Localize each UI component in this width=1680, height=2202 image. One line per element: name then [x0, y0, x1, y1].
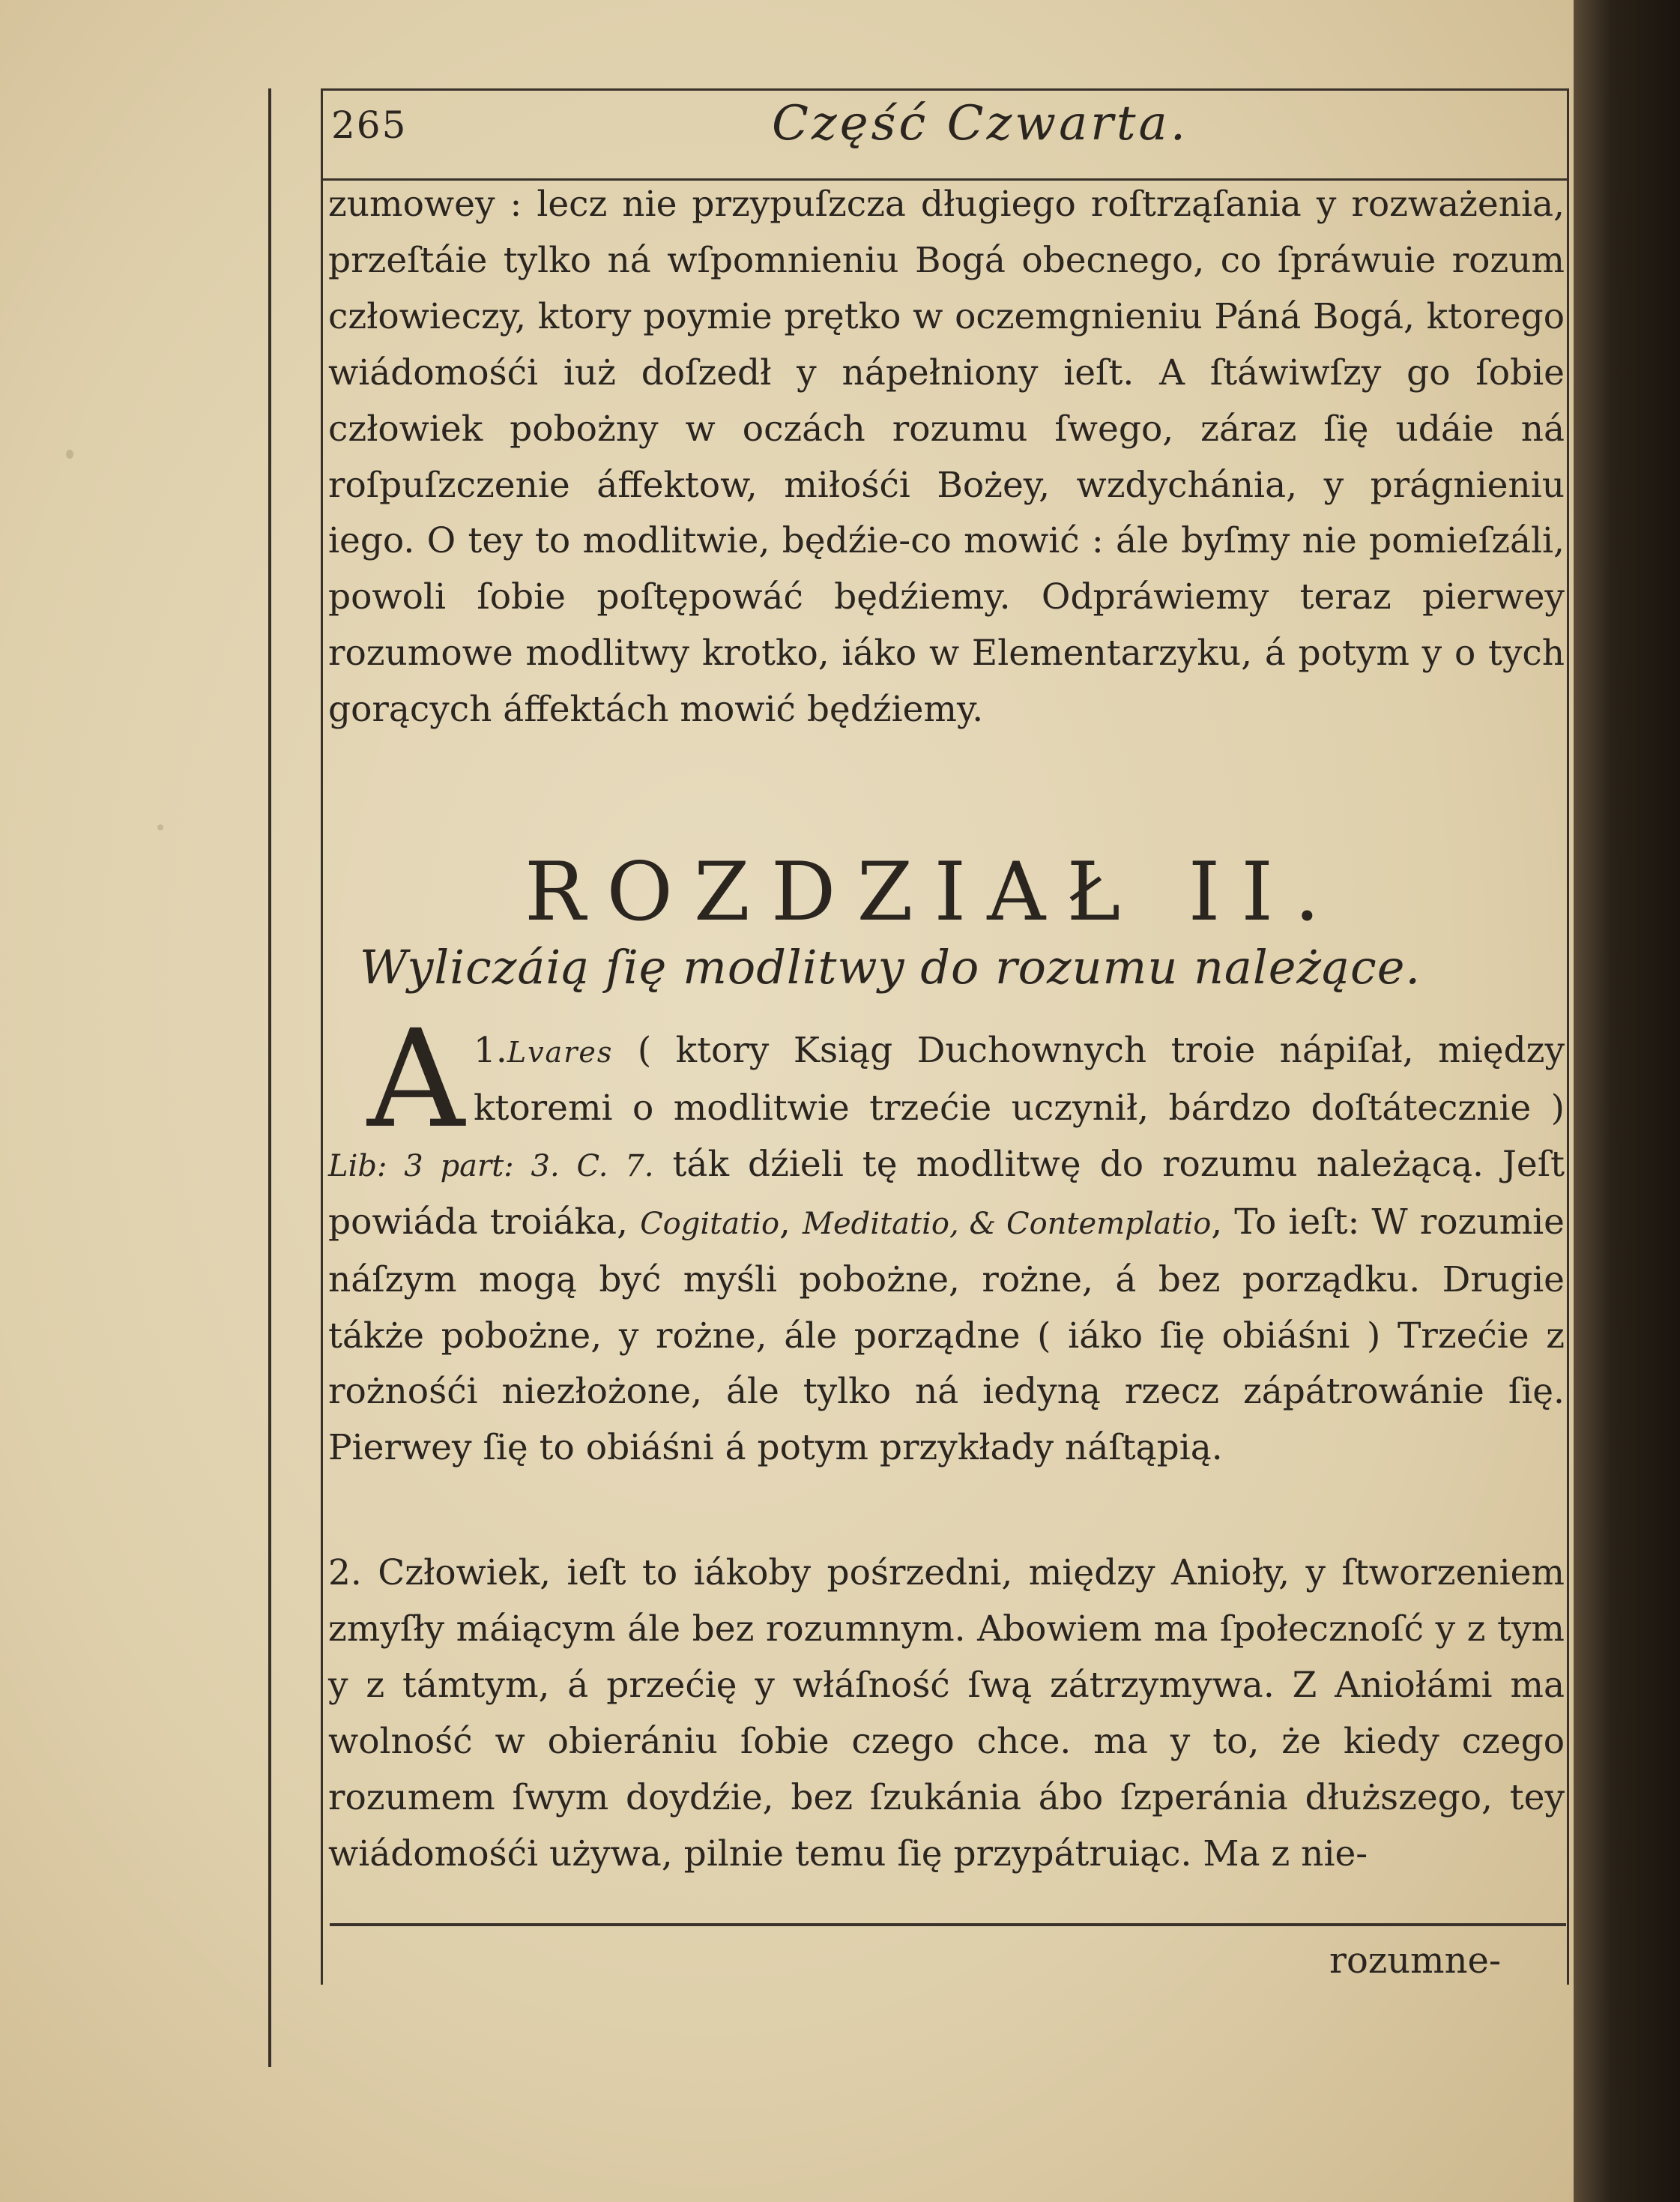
paragraph-text: ták dźieli tę modlitwę do rozumu należącą. Jeſt powiáda troiáka,: [328, 1143, 1565, 1243]
paragraph-number: 1.: [474, 1030, 507, 1071]
catchword: rozumne-: [1329, 1940, 1502, 1982]
paragraph-text: , To ieſt: W rozumie náſzym mogą być myśli pobożne, rożne, á bez porządku. Drugie tákże pobożne, y rożne, ále porządne ( iáko ſię obiáśni ) Trzećie z rożnośći niezłożone, ále tylko ná iedyną rzecz zápátrowánie ſię. Pierwey ſię to obiáśni á potym przykłady náſtąpią.: [328, 1201, 1565, 1469]
bottom-rule: [330, 1923, 1566, 1926]
chapter-subtitle: Wyliczáią ſię modlitwy do rozumu należące.: [360, 940, 1421, 995]
binding-gutter: [1574, 0, 1680, 2202]
citation-lib: Lib: 3: [328, 1148, 423, 1183]
chapter-heading: ROZDZIAŁ II.: [525, 845, 1341, 939]
separator: , &: [949, 1206, 1006, 1241]
body-paragraph: zumowey : lecz nie przypuſzcza długiego roſtrząſania y rozważenia, przeſtáie tylko ná wſpomnieniu Bogá obecnego, co ſpráwuie rozum człowieczy, ktory poymie prętko w oczemgnieniu Páná Bogá, ktorego wiádomośći iuż doſzedł y nápełniony ieſt. A ſtáwiwſzy go ſobie człowiek pobożny w oczách rozumu ſwego, záraz ſię udáie ná roſpuſzczenie áffektow, miłośći Bożey, wzdychánia, y prágnieniu iego. O tey to modlitwie, będźie-co mowić : ále byſmy nie pomieſzáli, powoli ſobie poſtępowáć będźiemy. Odpráwiemy teraz pierwey rozumowe modlitwy krotko, iáko w Elementarzyku, á potym y o tych gorących áffektách mowić będźiemy.: [328, 184, 1565, 731]
latin-term: Contemplatio: [1006, 1206, 1212, 1241]
author-name: Lvares: [507, 1036, 614, 1069]
citation-part: part: 3. C. 7.: [423, 1148, 654, 1183]
latin-term: Meditatio: [803, 1206, 949, 1241]
ink-spot: [66, 450, 73, 459]
running-title: Część Czwarta.: [772, 96, 1189, 151]
body-paragraph-numbered: [328, 1001, 1565, 1540]
ink-spot: [157, 824, 163, 830]
paragraph-text: ( ktory Ksiąg Duchownych troie nápiſał, między ktoremi o modlitwie trzećie uczynił, bárdzo doſtátecznie ): [474, 1030, 1565, 1129]
body-paragraph: 2. Człowiek, ieſt to iákoby pośrzedni, między Anioły, y ſtworzeniem zmyſły máiącym ále bez rozumnym. Abowiem ma ſpołecznoſć y z tym y z támtym, á przećię y włáſność ſwą zátrzymywa. Z Aniołámi ma wolność w obierániu ſobie czego chce. ma y to, że kiedy czego rozumem ſwym doydźie, bez ſzukánia ábo ſzperánia dłuższego, tey wiádomośći używa, pilnie temu ſię przypátruiąc. Ma z nie-: [328, 1552, 1565, 1874]
drop-cap: A: [367, 1001, 465, 1158]
latin-term: Cogitatio: [640, 1206, 780, 1241]
top-rule: [321, 88, 1568, 91]
page-number: 265: [331, 103, 408, 147]
separator: ,: [779, 1201, 803, 1243]
outer-margin-rule: [268, 88, 271, 2067]
